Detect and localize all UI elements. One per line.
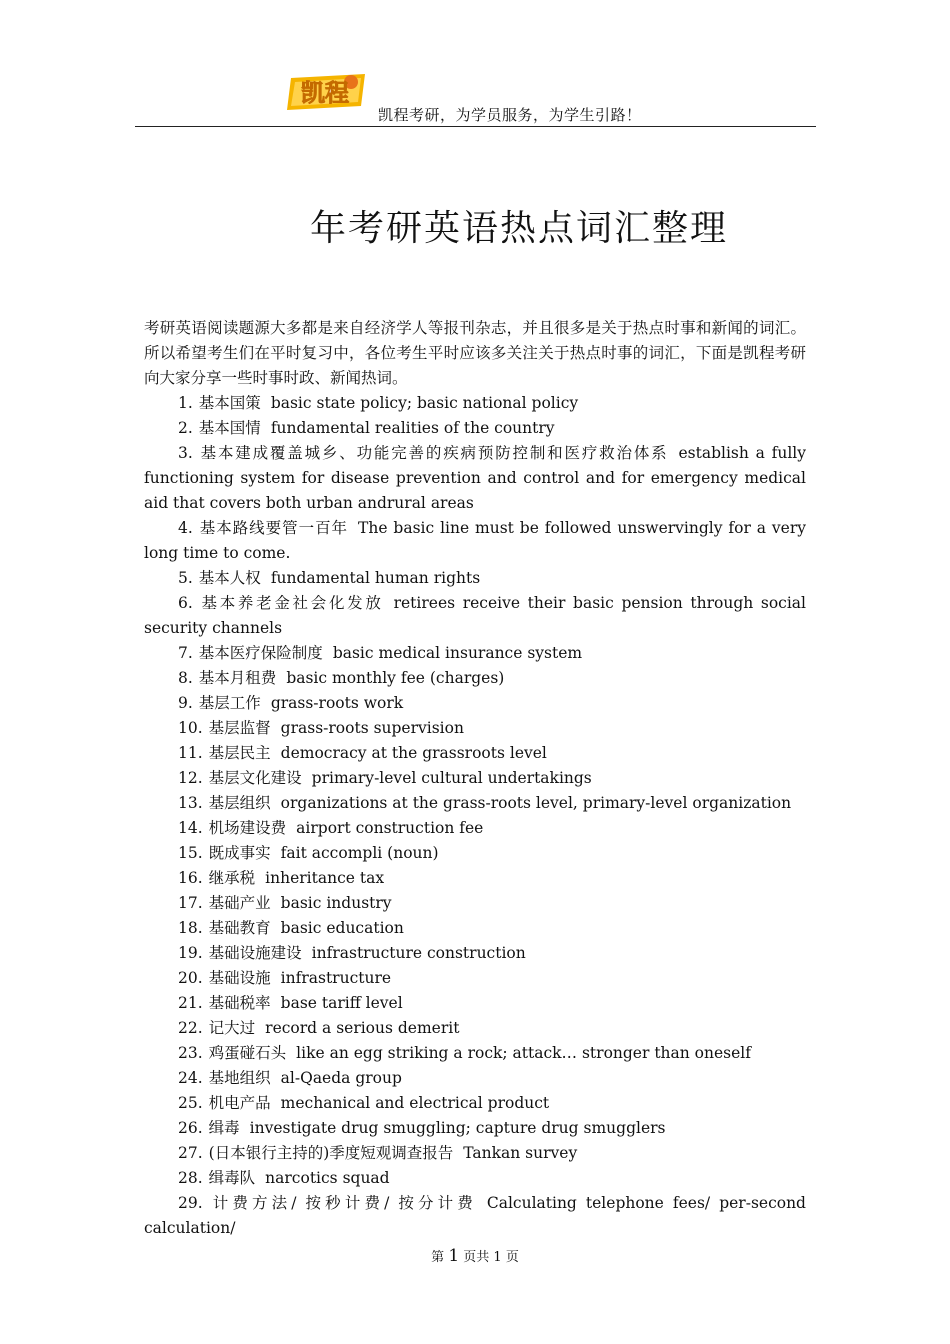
vocab-item xyxy=(144,791,806,816)
vocab-item-chinese: 基层工作 xyxy=(198,694,261,712)
vocab-item-chinese: 基本月租费 xyxy=(198,669,277,687)
vocab-item-chinese: 缉毒队 xyxy=(208,1169,256,1187)
vocab-item-english: fait accompli (noun) xyxy=(280,844,439,862)
vocab-item xyxy=(144,1016,806,1041)
vocab-item xyxy=(144,941,806,966)
vocab-item-chinese: 既成事实 xyxy=(208,844,271,862)
vocab-item-number: 27. xyxy=(178,1144,203,1162)
vocab-item-english: establish a fully functioning system for disease prevention and control and for emergency medical aid that covers both urban andrural areas xyxy=(144,444,806,512)
vocab-item xyxy=(144,841,806,866)
footer-suffix: 页共 1 页 xyxy=(463,1250,519,1265)
intro-paragraph: 考研英语阅读题源大多都是来自经济学人等报刊杂志，并且很多是关于热点时事和新闻的词汇。所以希望考生们在平时复习中，各位考生平时应该多关注关于热点时事的词汇，下面是凯程考研向大家分享一些时事时政、新闻热词。 xyxy=(144,319,806,387)
vocab-item-number: 29. xyxy=(178,1194,203,1212)
vocab-item-number: 23. xyxy=(178,1044,203,1062)
vocab-item-english: retirees receive their basic pension through social security channels xyxy=(144,594,806,637)
vocab-item-number: 20. xyxy=(178,969,203,987)
vocab-item-chinese: 基本国情 xyxy=(198,419,261,437)
vocab-item-number: 26. xyxy=(178,1119,203,1137)
vocab-item xyxy=(144,391,806,416)
vocab-item xyxy=(144,766,806,791)
vocab-item-number: 21. xyxy=(178,994,203,1012)
vocab-item-chinese: 基本路线要管一百年 xyxy=(198,519,349,537)
vocab-item-number: 1. xyxy=(178,394,193,412)
vocab-item-english: inheritance tax xyxy=(265,869,385,887)
footer-prefix: 第 xyxy=(431,1250,445,1265)
vocab-item-english: infrastructure xyxy=(280,969,392,987)
vocab-item-number: 15. xyxy=(178,844,203,862)
vocab-item-number: 28. xyxy=(178,1169,203,1187)
vocab-item xyxy=(144,966,806,991)
vocab-item-number: 24. xyxy=(178,1069,203,1087)
vocab-item-chinese: 基础设施建设 xyxy=(208,944,302,962)
vocab-item-number: 3. xyxy=(178,444,193,462)
vocab-item-chinese: 基本国策 xyxy=(198,394,261,412)
logo-text: 凯程 xyxy=(301,79,349,107)
vocab-item-number: 10. xyxy=(178,719,203,737)
vocab-item xyxy=(144,1141,806,1166)
vocab-item-chinese: 鸡蛋碰石头 xyxy=(208,1044,287,1062)
vocab-item-number: 16. xyxy=(178,869,203,887)
vocab-item-english: investigate drug smuggling; capture drug smugglers xyxy=(249,1119,666,1137)
vocab-item xyxy=(144,816,806,841)
page-header xyxy=(135,68,816,127)
vocab-item-number: 8. xyxy=(178,669,193,687)
page-footer xyxy=(0,1246,950,1266)
vocab-item-chinese: 记大过 xyxy=(208,1019,256,1037)
vocab-item-number: 25. xyxy=(178,1094,203,1112)
vocab-item-english: Tankan survey xyxy=(463,1144,578,1162)
vocab-item-chinese: 基本人权 xyxy=(198,569,261,587)
vocab-item xyxy=(144,516,806,566)
vocab-item-chinese: 基础产业 xyxy=(208,894,271,912)
vocab-item-chinese: 继承税 xyxy=(208,869,256,887)
vocab-item-chinese: 机场建设费 xyxy=(208,819,287,837)
vocab-item-number: 6. xyxy=(178,594,193,612)
vocab-item-number: 9. xyxy=(178,694,193,712)
vocab-item-english: basic monthly fee (charges) xyxy=(286,669,505,687)
vocab-item-chinese: 基本养老金社会化发放 xyxy=(198,594,384,612)
vocab-item-chinese: 计费方法/ 按秒计费/ 按分计费 xyxy=(208,1194,477,1212)
vocab-item-chinese: 基本医疗保险制度 xyxy=(198,644,323,662)
vocab-item xyxy=(144,916,806,941)
vocab-item-english: The basic line must be followed unswervingly for a very long time to come. xyxy=(144,519,806,562)
vocab-item xyxy=(144,1066,806,1091)
vocab-item xyxy=(144,1041,806,1066)
vocab-item-english: mechanical and electrical product xyxy=(280,1094,550,1112)
vocab-item xyxy=(144,741,806,766)
vocab-item-english: record a serious demerit xyxy=(265,1019,460,1037)
vocab-item-english: Calculating telephone fees/ per-second calculation/ xyxy=(144,1194,806,1237)
vocab-item-number: 17. xyxy=(178,894,203,912)
vocab-item-chinese: 基本建成覆盖城乡、功能完善的疾病预防控制和医疗救治体系 xyxy=(198,444,669,462)
vocab-item-number: 5. xyxy=(178,569,193,587)
vocab-item-chinese: (日本银行主持的)季度短观调查报告 xyxy=(208,1144,454,1162)
vocab-item-chinese: 基础设施 xyxy=(208,969,271,987)
document-body xyxy=(144,316,806,1241)
vocab-item xyxy=(144,991,806,1016)
vocab-item xyxy=(144,1191,806,1241)
kaicheng-logo xyxy=(285,68,369,114)
vocab-item-english: grass-roots work xyxy=(270,694,404,712)
vocab-item-number: 22. xyxy=(178,1019,203,1037)
vocab-item-english: fundamental human rights xyxy=(270,569,481,587)
vocab-item-english: al-Qaeda group xyxy=(280,1069,402,1087)
vocab-item-english: narcotics squad xyxy=(265,1169,390,1187)
document-title: 年考研英语热点词汇整理 xyxy=(309,208,728,249)
vocab-item-english: airport construction fee xyxy=(296,819,484,837)
vocab-item xyxy=(144,716,806,741)
vocab-item-number: 7. xyxy=(178,644,193,662)
vocab-item-chinese: 基层组织 xyxy=(208,794,271,812)
vocab-item-english: infrastructure construction xyxy=(311,944,526,962)
vocab-item-chinese: 基层民主 xyxy=(208,744,271,762)
footer-page-number: 1 xyxy=(448,1246,460,1266)
vocab-item xyxy=(144,566,806,591)
vocab-item-number: 19. xyxy=(178,944,203,962)
vocab-item-number: 12. xyxy=(178,769,203,787)
vocab-item xyxy=(144,691,806,716)
vocab-item-english: basic medical insurance system xyxy=(332,644,583,662)
vocab-item-number: 13. xyxy=(178,794,203,812)
vocab-item xyxy=(144,641,806,666)
vocab-item-english: like an egg striking a rock; attack… stronger than oneself xyxy=(296,1044,751,1062)
vocab-item-number: 4. xyxy=(178,519,193,537)
vocab-item-english: democracy at the grassroots level xyxy=(280,744,547,762)
vocabulary-list xyxy=(144,391,806,1241)
vocab-item xyxy=(144,416,806,441)
vocab-item xyxy=(144,1166,806,1191)
vocab-item-chinese: 基础教育 xyxy=(208,919,271,937)
vocab-item-number: 18. xyxy=(178,919,203,937)
vocab-item xyxy=(144,666,806,691)
vocab-item xyxy=(144,591,806,641)
vocab-item-chinese: 基础税率 xyxy=(208,994,271,1012)
vocab-item-chinese: 机电产品 xyxy=(208,1094,271,1112)
vocab-item-number: 11. xyxy=(178,744,203,762)
vocab-item xyxy=(144,441,806,516)
vocab-item-number: 14. xyxy=(178,819,203,837)
vocab-item-chinese: 基地组织 xyxy=(208,1069,271,1087)
vocab-item xyxy=(144,1116,806,1141)
vocab-item-english: basic state policy; basic national policy xyxy=(270,394,579,412)
vocab-item-chinese: 基层文化建设 xyxy=(208,769,302,787)
vocab-item-english: base tariff level xyxy=(280,994,403,1012)
vocab-item xyxy=(144,1091,806,1116)
vocab-item-english: primary-level cultural undertakings xyxy=(311,769,592,787)
vocab-item-english: basic education xyxy=(280,919,404,937)
vocab-item-chinese: 基层监督 xyxy=(208,719,271,737)
vocab-item-chinese: 缉毒 xyxy=(208,1119,240,1137)
vocab-item-english: basic industry xyxy=(280,894,392,912)
vocab-item-english: grass-roots supervision xyxy=(280,719,464,737)
vocab-item-number: 2. xyxy=(178,419,193,437)
vocab-item xyxy=(144,891,806,916)
vocab-item xyxy=(144,866,806,891)
vocab-item-english: fundamental realities of the country xyxy=(270,419,555,437)
vocab-item-english: organizations at the grass-roots level, primary-level organization xyxy=(280,794,792,812)
header-slogan: 凯程考研，为学员服务，为学生引路！ xyxy=(378,106,642,124)
